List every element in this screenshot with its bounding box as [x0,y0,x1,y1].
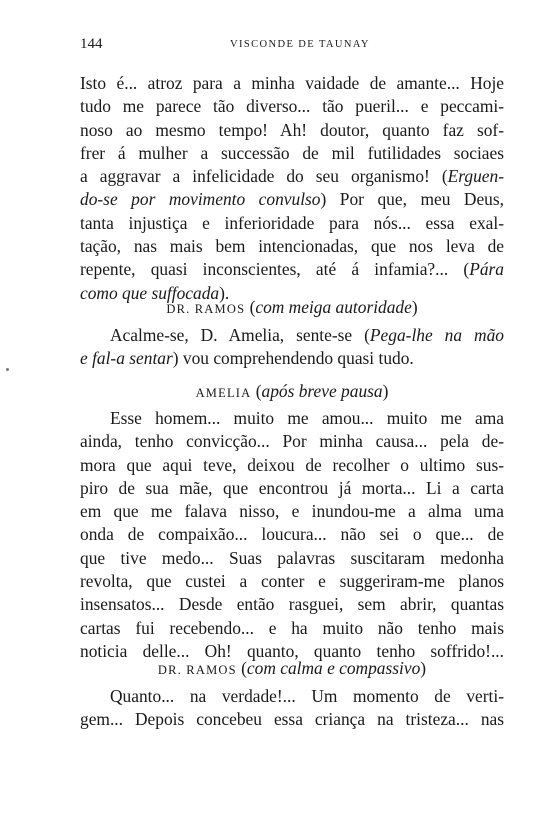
stage-direction: do-se por movimento convulso [80,189,321,210]
text-run: a aggravar a infelicidade do seu organismo! ( [80,166,448,187]
speaker-name: AMELIA [195,386,252,400]
text-line: frer á mulher a successão de mil futilidades sociaes [80,142,504,163]
stage-direction: como que suffocada [80,282,220,303]
speaker-heading [80,657,504,682]
stage-direction: e fal-a sentar [80,348,173,369]
paragraph-4 [80,685,504,732]
running-title: VISCONDE DE TAUNAY [230,39,370,50]
text-line: onda de compaixão... loucura... não sei o que... de [80,524,504,545]
text-line: que tive medo... Suas palavras suscitaram medonha [80,547,504,568]
paren: ) [411,297,418,317]
speaker-name: DR. RAMOS [157,663,237,677]
text-line: em que me falava nisso, e inundou-me a alma uma [80,501,504,522]
paragraph-2 [80,324,504,371]
text-line: Quanto... na verdade!... Um momento de verti- [110,686,504,706]
text-line: Esse homem... muito me amou... muito me ama [110,408,504,428]
paren: ( [245,297,256,317]
speaker-heading [80,296,504,321]
text-line: mora que aqui teve, deixou de recolher o ultimo sus- [80,454,504,475]
text-run: ) Por que, meu Deus, [320,189,504,210]
text-run: ) vou comprehendendo quasi tudo. [172,348,414,369]
stage-direction: Pega-lhe na mão [369,325,504,345]
stage-direction: Erguen- [447,166,504,187]
text-line: tanta injustiça e inferioridade para nós... essa exal- [80,212,504,233]
stage-direction: com meiga autoridade [255,297,412,317]
text-line: tação, nas mais bem intencionadas, que nos leva de [80,236,504,257]
text-line [80,258,504,281]
text-line: tudo me parece tão diverso... tão pueril... e peccami- [80,96,504,117]
paragraph-1 [80,72,504,305]
margin-speck [6,368,9,371]
text-run: Acalme-se, D. Amelia, sente-se ( [110,325,370,345]
text-line: revolta, que custei a conter e suggeriram-me planos [80,571,504,592]
text-line [80,188,504,211]
page-number: 144 [80,36,103,52]
text-run: ). [219,282,230,303]
running-head [80,36,504,56]
text-line: noticia delle... Oh! quanto, quanto tenho soffrido!... [80,640,504,661]
text-run: repente, quasi inconscientes, até á infamia?... ( [80,259,470,280]
text-line: piro de sua mãe, que encontrou já morta... Li a carta [80,477,504,498]
stage-direction: Pára [469,259,504,280]
paren: ( [236,658,247,678]
text-line: cartas fui recebendo... e ha muito não tenho mais [80,617,504,638]
stage-direction: com calma e compassivo [246,658,421,678]
text-line [80,165,504,188]
text-line [80,347,504,370]
text-line [80,324,504,347]
paren: ) [420,658,427,678]
text-line: ainda, tenho convicção... Por minha causa... pela de- [80,431,504,452]
speaker-name: DR. RAMOS [166,302,246,316]
stage-direction: após breve pausa [261,381,383,401]
text-line: gem... Depois concebeu essa criança na tristeza... nas [80,709,504,730]
text-line: Isto é... atroz para a minha vaidade de amante... Hoje [80,73,504,93]
paren: ( [251,381,262,401]
paragraph-3 [80,407,504,663]
paren: ) [382,381,389,401]
speaker-heading [80,380,504,405]
text-line: noso ao mesmo tempo! Ah! doutor, quanto faz sof- [80,119,504,140]
text-line: insensatos... Desde então rasguei, sem abrir, quantas [80,594,504,615]
